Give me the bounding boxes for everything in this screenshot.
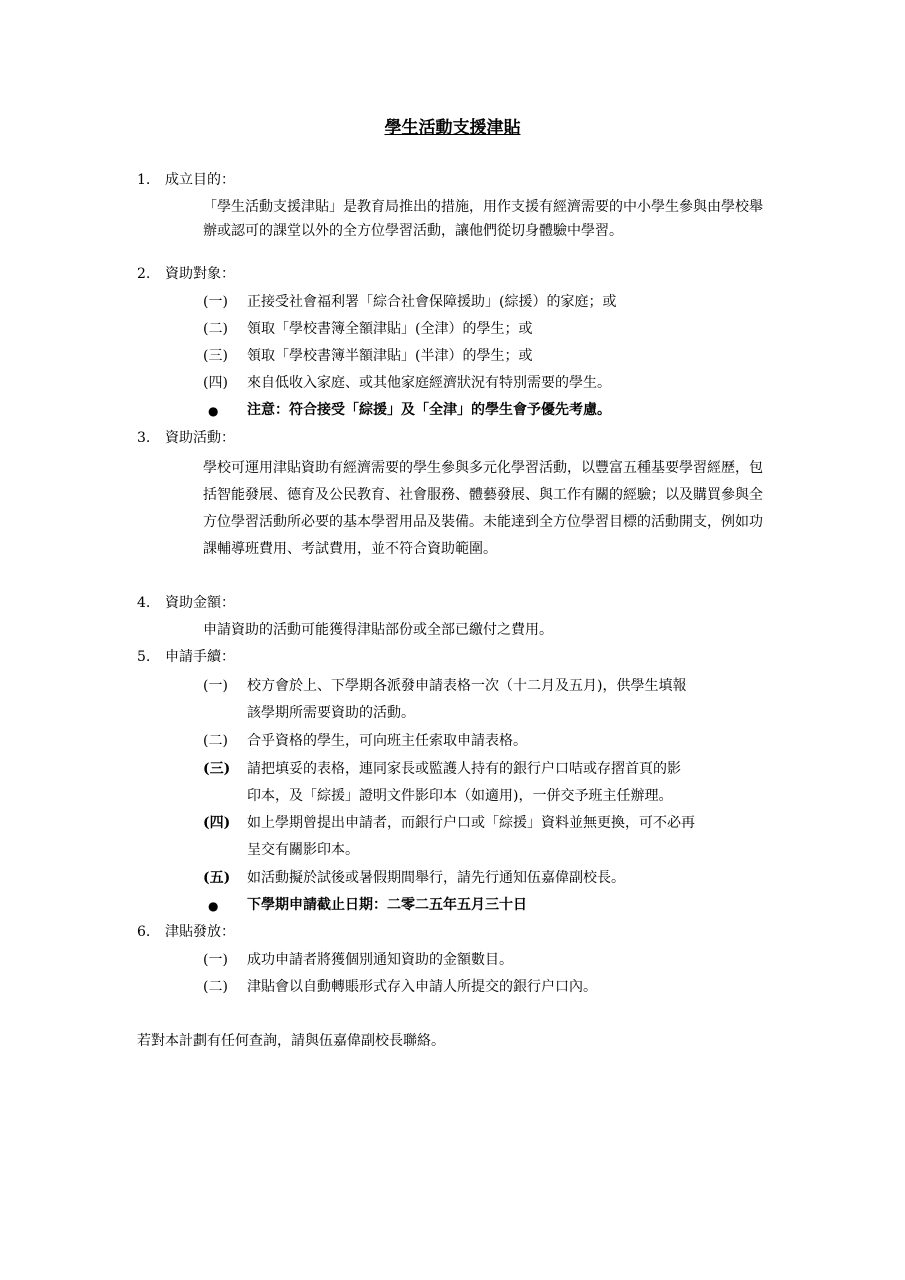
s2-item-label: (一) [203,294,228,310]
s6-item-label: (一) [203,952,228,968]
s5-item-line: 校方會於上、下學期各派發申請表格一次（十二月及五月)，供學生填報 [247,678,687,694]
s5-item-label: (一) [203,678,228,694]
section-3-heading: 資助活動： [165,430,235,446]
section-3-body: 學校可運用津貼資助有經濟需要的學生參與多元化學習活動，以豐富五種基要學習經歷，包括智能發展、德育及公民教育、社會服務、體藝發展、與工作有關的經驗；以及購買參與全方位學習活動所必要的基本學習用品及裝備。未能達到全方位學習目標的活動開支，例如功課輔導班費用、考試費用，並不符合資助範圍。 [203,460,763,557]
bullet-icon: ● [208,404,219,418]
section-5-number: 5. [137,649,151,665]
s5-item-line: 請把填妥的表格，連同家長或監護人持有的銀行户口咭或存摺首頁的影 [247,761,681,777]
s6-item-label: (二) [203,979,228,995]
closing-contact-note: 若對本計劃有任何查詢，請與伍嘉偉副校長聯絡。 [137,1033,445,1049]
s5-item-label: (五) [203,870,231,886]
page-title: 學生活動支援津貼 [384,118,521,138]
s2-priority-note: 注意：符合接受「綜援」及「全津」的學生會予優先考慮。 [247,402,611,418]
s2-item-text: 來自低收入家庭、或其他家庭經濟狀況有特別需要的學生。 [247,375,611,391]
s5-item-line: 印本，及「綜援」證明文件影印本（如適用)，一併交予班主任辦理。 [247,788,673,804]
s2-item-text: 領取「學校書簿半額津貼」(半津）的學生；或 [247,348,533,364]
s5-item-line: 如上學期曾提出申請者，而銀行户口或「綜援」資料並無更換，可不必再 [247,815,695,831]
section-3-number: 3. [137,430,151,446]
s5-item-line: 呈交有關影印本。 [247,842,359,858]
section-1-number: 1. [137,172,151,188]
s2-item-text: 正接受社會福利署「綜合社會保障援助」(綜援）的家庭；或 [247,294,617,310]
section-2-heading: 資助對象： [165,266,235,282]
s6-item-text: 成功申請者將獲個別通知資助的金額數目。 [247,952,513,968]
s6-item-text: 津貼會以自動轉賬形式存入申請人所提交的銀行户口內。 [247,979,597,995]
s2-item-label: (四) [203,375,228,391]
s5-item-label: (三) [203,761,231,777]
s2-item-label: (三) [203,348,228,364]
s5-item-line: 該學期所需要資助的活動。 [247,705,415,721]
section-2-number: 2. [137,266,151,282]
s2-item-label: (二) [203,321,228,337]
section-4-body: 申請資助的活動可能獲得津貼部份或全部已繳付之費用。 [203,622,553,638]
bullet-icon: ● [208,899,219,913]
section-1-body: 「學生活動支援津貼」是教育局推出的措施，用作支援有經濟需要的中小學生參與由學校舉辦或認可的課堂以外的全方位學習活動，讓他們從切身體驗中學習。 [203,199,763,239]
s2-item-text: 領取「學校書簿全額津貼」(全津）的學生；或 [247,321,533,337]
s5-deadline-note: 下學期申請截止日期：二零二五年五月三十日 [247,897,527,913]
section-4-heading: 資助金額： [165,595,235,611]
s5-item-label: (四) [203,815,231,831]
s5-item-line: 合乎資格的學生，可向班主任索取申請表格。 [247,733,527,749]
section-4-number: 4. [137,595,151,611]
s5-item-line: 如活動擬於試後或暑假期間舉行，請先行通知伍嘉偉副校長。 [247,870,625,886]
section-6-number: 6. [137,924,151,940]
section-1-heading: 成立目的： [165,172,235,188]
s5-item-label: (二) [203,733,228,749]
section-5-heading: 申請手續： [165,649,235,665]
section-6-heading: 津貼發放： [165,924,235,940]
